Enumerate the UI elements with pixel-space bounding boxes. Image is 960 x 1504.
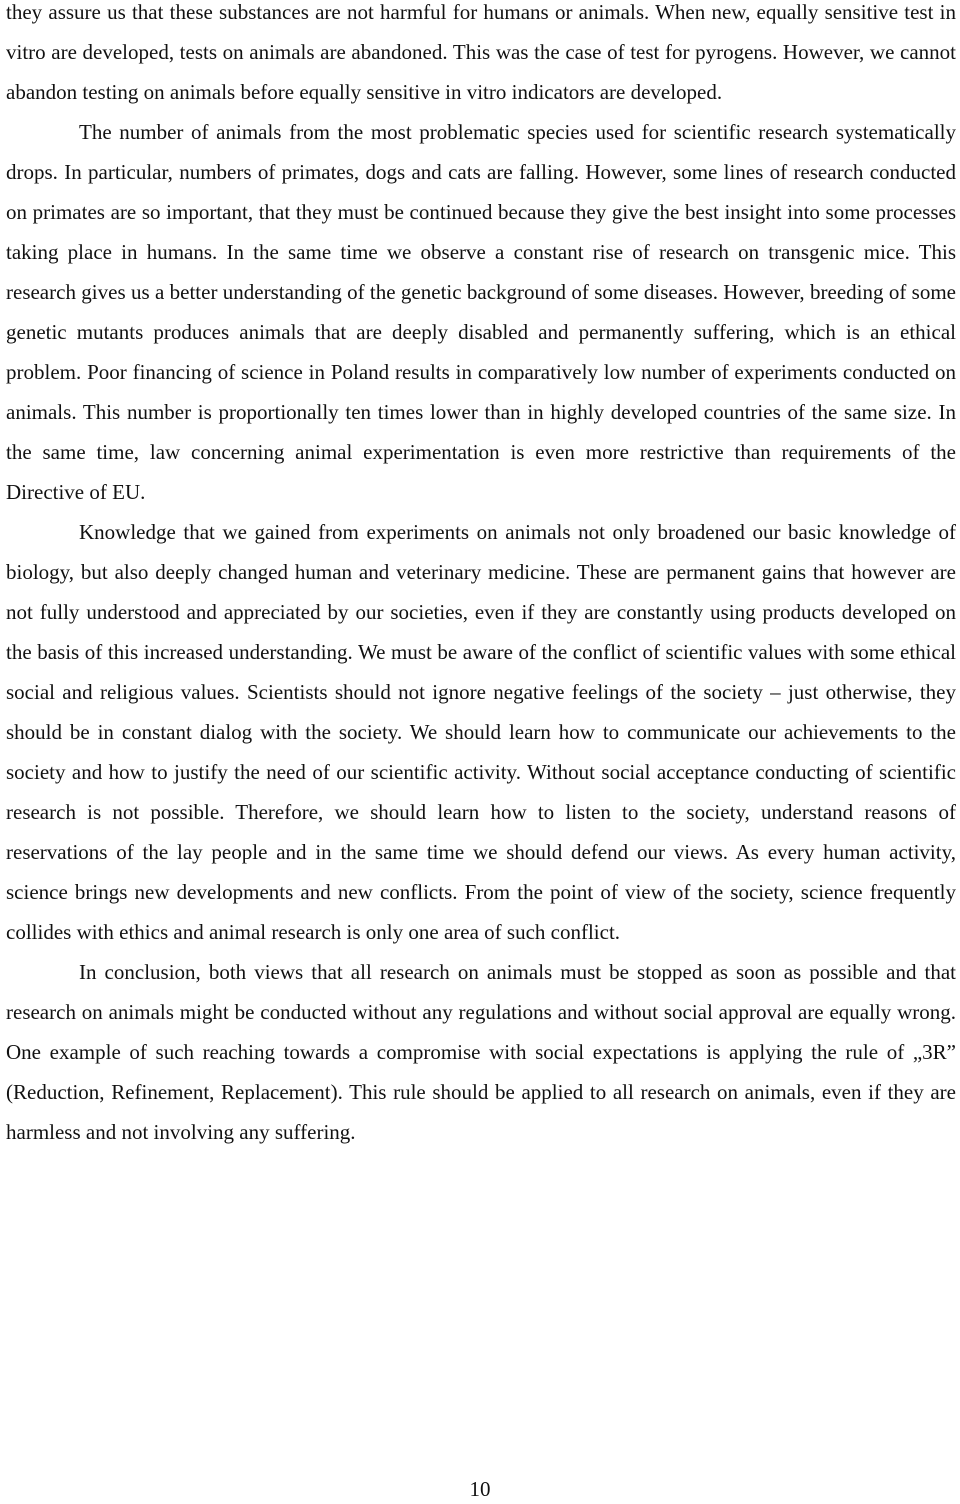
body-text — [6, 0, 956, 1152]
paragraph-animal-numbers: The number of animals from the most problematic species used for scientific research systematically drops. In particular, numbers of primates, dogs and cats are falling. However, some lines of research conducted on primates are so important, that they must be continued because they give the best insight into some processes taking place in humans. In the same time we observe a constant rise of research on transgenic mice. This research gives us a better understanding of the genetic background of some diseases. However, breeding of some genetic mutants produces animals that are deeply disabled and permanently suffering, which is an ethical problem. Poor financing of science in Poland results in comparatively low number of experiments conducted on animals. This number is proportionally ten times lower than in highly developed countries of the same size. In the same time, law concerning animal experimentation is even more restrictive than requirements of the Directive of EU. — [6, 120, 956, 504]
paragraph-conclusion: In conclusion, both views that all research on animals must be stopped as soon as possible and that research on animals might be conducted without any regulations and without social approval are equally wrong. One example of such reaching towards a compromise with social expectations is applying the rule of „3R” (Reduction, Refinement, Replacement). This rule should be applied to all research on animals, even if they are harmless and not involving any suffering. — [6, 960, 956, 1144]
paragraph-knowledge-gains: Knowledge that we gained from experiments on animals not only broadened our basic knowledge of biology, but also deeply changed human and veterinary medicine. These are permanent gains that however are not fully understood and appreciated by our societies, even if they are constantly using products developed on the basis of this increased understanding. We must be aware of the conflict of scientific values with some ethical social and religious values. Scientists should not ignore negative feelings of the society – just otherwise, they should be in constant dialog with the society. We should learn how to communicate our achievements to the society and how to justify the need of our scientific activity. Without social acceptance conducting of scientific research is not possible. Therefore, we should learn how to listen to the society, understand reasons of reservations of the lay people and in the same time we should defend our views. As every human activity, science brings new developments and new conflicts. From the point of view of the society, science frequently collides with ethics and animal research is only one area of such conflict. — [6, 520, 956, 944]
paragraph-continuation: they assure us that these substances are not harmful for humans or animals. When new, equally sensitive test in vitro are developed, tests on animals are abandoned. This was the case of test for pyrogens. However, we cannot abandon testing on animals before equally sensitive in vitro indicators are developed. — [6, 0, 956, 104]
page-number: 10 — [469, 1477, 491, 1501]
